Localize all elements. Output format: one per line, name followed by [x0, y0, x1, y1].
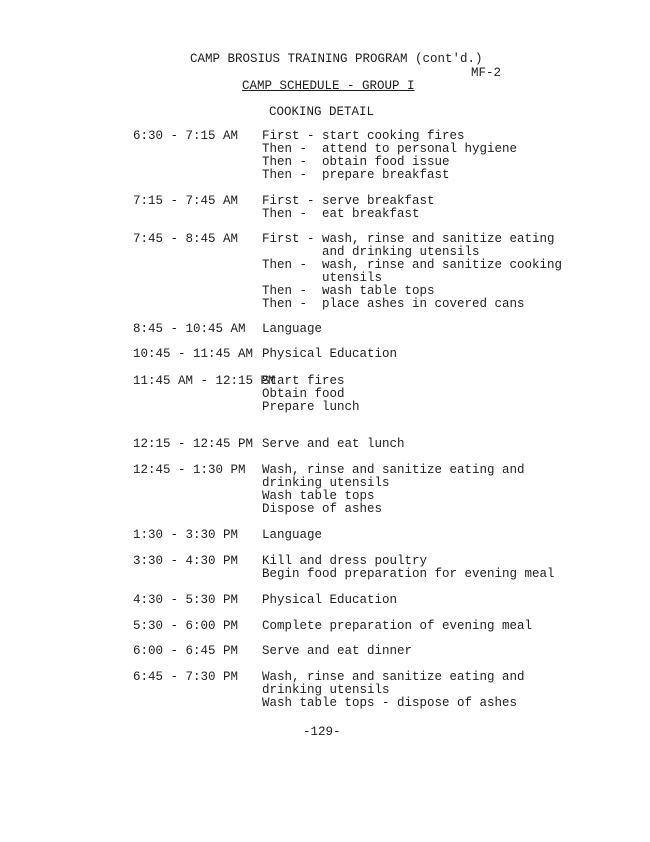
activity-line: Wash table tops - dispose of ashes	[262, 696, 518, 710]
activity-line: Physical Education	[262, 593, 398, 607]
activity-line: utensils	[262, 271, 383, 285]
schedule-activity	[262, 348, 397, 361]
document-code: MF-2	[471, 66, 502, 80]
detail-heading: COOKING DETAIL	[269, 105, 375, 119]
schedule-activity	[262, 130, 517, 182]
schedule-activity	[262, 645, 412, 658]
schedule-time: 5:30 - 6:00 PM	[133, 619, 239, 633]
activity-line: First - start cooking fires	[262, 129, 465, 143]
schedule-activity	[262, 594, 397, 607]
activity-line: Kill and dress poultry	[262, 554, 428, 568]
activity-line: Then - prepare breakfast	[262, 168, 450, 182]
activity-line: drinking utensils	[262, 683, 390, 697]
schedule-time: 4:30 - 5:30 PM	[133, 593, 239, 607]
activity-line: First - serve breakfast	[262, 194, 435, 208]
schedule-time: 10:45 - 11:45 AM	[133, 347, 254, 361]
activity-line: Then - wash, rinse and sanitize cooking	[262, 258, 563, 272]
activity-line: Serve and eat dinner	[262, 644, 413, 658]
activity-line: Complete preparation of evening meal	[262, 619, 533, 633]
schedule-time: 7:15 - 7:45 AM	[133, 194, 239, 208]
activity-line: Prepare lunch	[262, 400, 360, 414]
activity-line: Begin food preparation for evening meal	[262, 567, 555, 581]
activity-line: Then - obtain food issue	[262, 155, 450, 169]
schedule-activity	[262, 375, 360, 414]
activity-line: Wash table tops	[262, 489, 375, 503]
schedule-activity	[262, 555, 555, 581]
page-title: CAMP BROSIUS TRAINING PROGRAM (cont'd.)	[190, 52, 483, 66]
schedule-activity	[262, 671, 525, 710]
activity-line: Then - place ashes in covered cans	[262, 297, 525, 311]
activity-line: drinking utensils	[262, 476, 390, 490]
activity-line: Wash, rinse and sanitize eating and	[262, 463, 525, 477]
schedule-activity	[262, 438, 405, 451]
schedule-time: 1:30 - 3:30 PM	[133, 528, 239, 542]
schedule-time: 3:30 - 4:30 PM	[133, 554, 239, 568]
schedule-heading: CAMP SCHEDULE - GROUP I	[242, 79, 415, 93]
schedule-time: 6:30 - 7:15 AM	[133, 129, 239, 143]
activity-line: Language	[262, 528, 323, 542]
schedule-time: 8:45 - 10:45 AM	[133, 322, 246, 336]
schedule-activity	[262, 195, 435, 221]
schedule-time: 12:45 - 1:30 PM	[133, 463, 246, 477]
activity-line: Dispose of ashes	[262, 502, 383, 516]
activity-line: Then - eat breakfast	[262, 207, 420, 221]
activity-line: Language	[262, 322, 323, 336]
activity-line: and drinking utensils	[262, 245, 480, 259]
page-number: -129-	[303, 725, 341, 739]
activity-line: Then - wash table tops	[262, 284, 435, 298]
schedule-activity	[262, 529, 322, 542]
activity-line: Wash, rinse and sanitize eating and	[262, 670, 525, 684]
schedule-time: 12:15 - 12:45 PM	[133, 437, 254, 451]
activity-line: Physical Education	[262, 347, 398, 361]
activity-line: Start fires	[262, 374, 345, 388]
activity-line: Obtain food	[262, 387, 345, 401]
activity-line: First - wash, rinse and sanitize eating	[262, 232, 555, 246]
schedule-time: 6:45 - 7:30 PM	[133, 670, 239, 684]
schedule-time: 6:00 - 6:45 PM	[133, 644, 239, 658]
schedule-time: 11:45 AM - 12:15 PM	[133, 374, 276, 388]
activity-line: Then - attend to personal hygiene	[262, 142, 518, 156]
schedule-activity	[262, 233, 562, 311]
schedule-activity	[262, 620, 532, 633]
schedule-activity	[262, 464, 525, 516]
activity-line: Serve and eat lunch	[262, 437, 405, 451]
schedule-time: 7:45 - 8:45 AM	[133, 232, 239, 246]
schedule-activity	[262, 323, 322, 336]
